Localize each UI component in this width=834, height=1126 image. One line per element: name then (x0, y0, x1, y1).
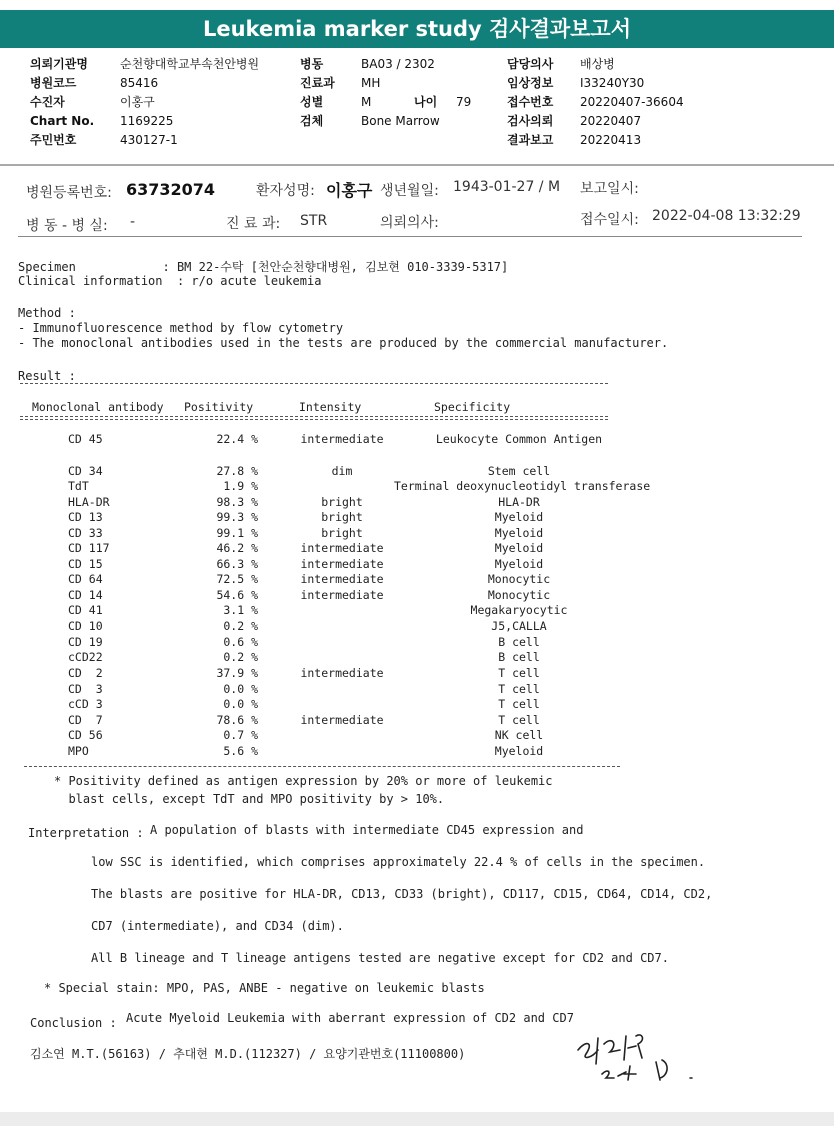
marker-specificity: T cell (498, 666, 540, 680)
recv-label: 접수일시: (580, 212, 639, 228)
marker-intensity: intermediate (300, 713, 384, 727)
table-row (32, 744, 672, 760)
specimen-line: Specimen : BM 22-수탁 [천안순천향대병원, 김보현 010-3339-5317] (18, 260, 509, 274)
marker-name: CD 33 (68, 526, 103, 540)
marker-name: MPO (68, 744, 89, 758)
marker-name: CD 117 (68, 541, 110, 555)
scanned-report (12, 168, 812, 1112)
name-value: 이홍구 (326, 181, 373, 200)
header-col3-labels (507, 55, 553, 150)
marker-positivity: 78.6 % (216, 713, 258, 727)
age-label: 나이 (414, 95, 438, 109)
result-title: Result : (18, 369, 76, 383)
marker-intensity: bright (321, 510, 363, 524)
table-header-rule (20, 419, 608, 420)
marker-positivity: 46.2 % (216, 541, 258, 555)
marker-specificity: Monocytic (487, 588, 551, 602)
dept-label: 진 료 과: (226, 216, 281, 232)
header-col3-values (580, 55, 684, 150)
recv-value: 2022-04-08 13:32:29 (652, 208, 801, 224)
marker-positivity: 27.8 % (216, 464, 258, 478)
header-label: 성별 (300, 95, 324, 109)
table-row (32, 650, 672, 666)
header-value: Bone Marrow (361, 114, 440, 128)
conclusion-label: Conclusion : (30, 1016, 117, 1030)
marker-intensity: bright (321, 495, 363, 509)
marker-positivity: 0.6 % (223, 635, 258, 649)
table-row (32, 526, 672, 542)
marker-positivity: 0.0 % (223, 697, 258, 711)
marker-intensity: intermediate (300, 588, 384, 602)
col-header-specificity: Specificity (434, 400, 511, 414)
marker-positivity: 0.2 % (223, 619, 258, 633)
table-row (32, 619, 672, 635)
header-col1-values (120, 55, 259, 150)
marker-positivity: 0.2 % (223, 650, 258, 664)
header-value: 이홍구 (120, 95, 155, 109)
marker-specificity: Myeloid (494, 744, 544, 758)
dob-value: 1943-01-27 / M (453, 179, 561, 195)
marker-name: CD 10 (68, 619, 103, 633)
table-row (32, 541, 672, 557)
header-label: 접수번호 (507, 95, 554, 109)
table-row (32, 666, 672, 682)
name-label: 환자성명: (256, 183, 315, 199)
header-label: 결과보고 (507, 133, 554, 147)
table-header-rule (20, 416, 608, 417)
patient-divider (18, 236, 802, 237)
table-row (32, 728, 672, 744)
footnote-line: blast cells, except TdT and MPO positivity by > 10%. (54, 792, 445, 806)
table-row (32, 479, 672, 495)
marker-positivity: 1.9 % (223, 479, 258, 493)
marker-intensity: intermediate (300, 572, 384, 586)
table-bottom-rule (24, 766, 620, 767)
reg-label: 병원등록번호: (26, 185, 112, 201)
marker-name: CD 13 (68, 510, 103, 524)
table-top-rule (20, 383, 608, 384)
marker-positivity: 0.7 % (223, 728, 258, 742)
header-label: 병원코드 (30, 76, 77, 90)
table-row (32, 603, 672, 619)
marker-specificity: Myeloid (494, 526, 544, 540)
interpretation-line: The blasts are positive for HLA-DR, CD13, CD33 (bright), CD117, CD15, CD64, CD14, CD2, (91, 887, 713, 901)
marker-specificity: Stem cell (487, 464, 551, 478)
marker-name: CD 56 (68, 728, 103, 742)
header-label: 진료과 (300, 76, 335, 90)
table-row (32, 588, 672, 604)
header-label: 주민번호 (30, 133, 77, 147)
ward-value: - (130, 214, 136, 230)
marker-name: CD 2 (68, 666, 103, 680)
header-label: 검사의뢰 (507, 114, 554, 128)
interpretation-line: All B lineage and T lineage antigens tested are negative except for CD2 and CD7. (91, 951, 669, 965)
marker-name: CD 45 (68, 432, 103, 446)
marker-positivity: 72.5 % (216, 572, 258, 586)
marker-intensity: intermediate (300, 541, 384, 555)
marker-specificity: HLA-DR (498, 495, 540, 509)
marker-intensity: dim (331, 464, 353, 478)
marker-specificity: Myeloid (494, 541, 544, 555)
marker-intensity: intermediate (300, 666, 384, 680)
marker-specificity: Myeloid (494, 510, 544, 524)
marker-specificity: Leukocyte Common Antigen (435, 432, 603, 446)
interpretation-label: Interpretation : (28, 826, 144, 840)
marker-name: TdT (68, 479, 89, 493)
header-col2-labels (300, 55, 335, 131)
header-value: 1169225 (120, 114, 174, 128)
handwritten-signature (572, 1030, 722, 1090)
marker-intensity: intermediate (300, 557, 384, 571)
table-row (32, 432, 672, 448)
marker-specificity: Megakaryocytic (470, 603, 568, 617)
header-value: 순천향대학교부속천안병원 (120, 57, 260, 71)
marker-positivity: 5.6 % (223, 744, 258, 758)
age-value: 79 (456, 95, 472, 109)
marker-specificity: Terminal deoxynucleotidyl transferase (394, 479, 651, 493)
marker-name: CD 3 (68, 682, 103, 696)
marker-positivity: 99.3 % (216, 510, 258, 524)
marker-positivity: 98.3 % (216, 495, 258, 509)
special-stain: * Special stain: MPO, PAS, ANBE - negative on leukemic blasts (44, 981, 485, 995)
marker-specificity: J5,CALLA (491, 619, 547, 633)
bottom-bar (0, 1112, 834, 1126)
doctor-label: 의뢰의사: (380, 215, 439, 231)
col-header-intensity: Intensity (299, 400, 362, 414)
signers: 김소연 M.T.(56163) / 추대현 M.D.(112327) / 요양기관번호(11100800) (30, 1047, 466, 1061)
marker-intensity: intermediate (300, 432, 384, 446)
header-label: 수진자 (30, 95, 65, 109)
table-row (32, 464, 672, 480)
marker-name: cCD 3 (68, 697, 103, 711)
col-header-positivity: Positivity (184, 400, 254, 414)
marker-positivity: 0.0 % (223, 682, 258, 696)
ward-label: 병 동 - 병 실: (26, 218, 108, 234)
interpretation-line: low SSC is identified, which comprises approximately 22.4 % of cells in the specimen. (91, 855, 706, 869)
header-value: 20220407-36604 (580, 95, 684, 109)
marker-name: CD 19 (68, 635, 103, 649)
marker-name: CD 41 (68, 603, 103, 617)
table-row (32, 495, 672, 511)
table-row (32, 682, 672, 698)
header-value: BA03 / 2302 (361, 57, 435, 71)
header-value: MH (361, 76, 381, 90)
table-header (32, 400, 632, 416)
header-value: I33240Y30 (580, 76, 645, 90)
footnote-line: * Positivity defined as antigen expression by 20% or more of leukemic (54, 774, 553, 788)
header-value: 20220413 (580, 133, 642, 147)
header-value: 430127-1 (120, 133, 178, 147)
header-value: 배상병 (580, 57, 615, 71)
method-line: - The monoclonal antibodies used in the tests are produced by the commercial manufacturer. (18, 336, 669, 350)
marker-positivity: 54.6 % (216, 588, 258, 602)
marker-specificity: B cell (498, 635, 540, 649)
method-line: - Immunofluorescence method by flow cytometry (18, 321, 344, 335)
clinical-line: Clinical information : r/o acute leukemia (18, 274, 322, 288)
marker-specificity: Monocytic (487, 572, 551, 586)
marker-name: HLA-DR (68, 495, 110, 509)
marker-name: CD 14 (68, 588, 103, 602)
header-label: 검체 (300, 114, 324, 128)
header-label: Chart No. (30, 114, 95, 128)
marker-positivity: 99.1 % (216, 526, 258, 540)
table-row (32, 635, 672, 651)
method-title: Method : (18, 306, 76, 320)
marker-specificity: T cell (498, 713, 540, 727)
header-label: 의뢰기관명 (30, 57, 88, 71)
marker-name: CD 15 (68, 557, 103, 571)
table-row (32, 510, 672, 526)
marker-name: CD 7 (68, 713, 103, 727)
table-row (32, 572, 672, 588)
marker-positivity: 66.3 % (216, 557, 258, 571)
reg-value: 63732074 (126, 180, 216, 199)
marker-positivity: 37.9 % (216, 666, 258, 680)
report-title: Leukemia marker study 검사결과보고서 (0, 10, 834, 48)
header-value: M (361, 95, 372, 109)
marker-specificity: Myeloid (494, 557, 544, 571)
marker-specificity: B cell (498, 650, 540, 664)
marker-intensity: bright (321, 526, 363, 540)
marker-specificity: NK cell (494, 728, 544, 742)
marker-specificity: T cell (498, 682, 540, 696)
marker-name: cCD22 (68, 650, 103, 664)
header-label: 임상정보 (507, 76, 554, 90)
header-label: 담당의사 (507, 57, 554, 71)
header-divider (0, 164, 834, 166)
marker-positivity: 3.1 % (223, 603, 258, 617)
header-value: 20220407 (580, 114, 642, 128)
marker-name: CD 64 (68, 572, 103, 586)
interpretation-line: A population of blasts with intermediate CD45 expression and (150, 823, 584, 837)
dept-value: STR (300, 213, 328, 229)
report-date-label: 보고일시: (580, 181, 639, 197)
table-row (32, 697, 672, 713)
table-row (32, 557, 672, 573)
col-header-antibody: Monoclonal antibody (32, 400, 164, 414)
conclusion-text: Acute Myeloid Leukemia with aberrant expression of CD2 and CD7 (126, 1011, 574, 1025)
table-row (32, 713, 672, 729)
header-label: 병동 (300, 57, 324, 71)
marker-name: CD 34 (68, 464, 103, 478)
marker-positivity: 22.4 % (216, 432, 258, 446)
marker-specificity: T cell (498, 697, 540, 711)
interpretation-line: CD7 (intermediate), and CD34 (dim). (91, 919, 344, 933)
dob-label: 생년월일: (380, 183, 439, 199)
header-col1-labels (30, 55, 94, 150)
header-value: 85416 (120, 76, 159, 90)
